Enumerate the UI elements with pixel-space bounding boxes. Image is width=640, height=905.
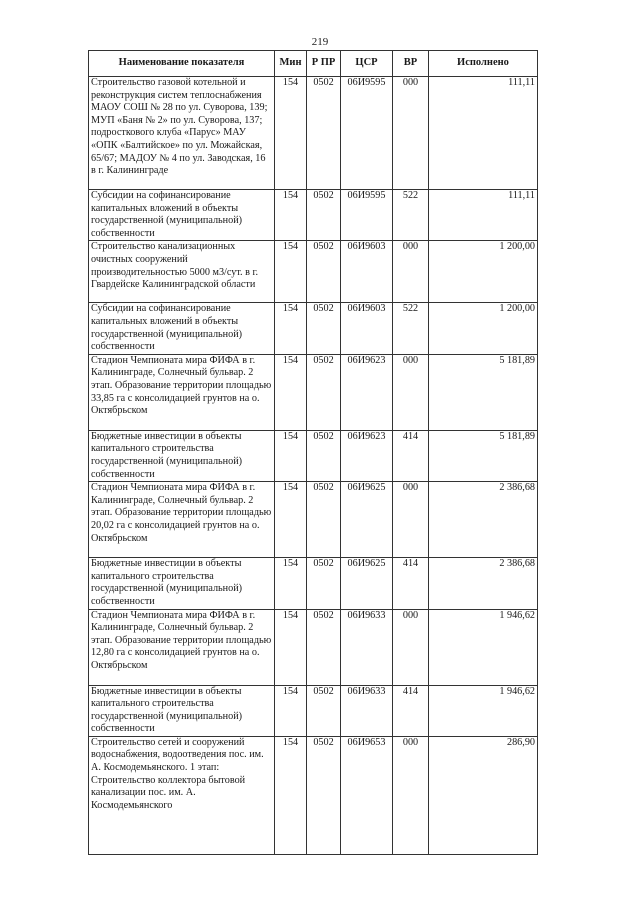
row-name: Субсидии на софинансирование капитальных вложений в объекты государственной (муниципальной) собственности (89, 303, 275, 354)
row-amount: 1 200,00 (429, 303, 538, 354)
table-row (89, 482, 538, 558)
row-rpr: 0502 (307, 190, 341, 241)
header-name: Наименование показателя (89, 51, 275, 77)
row-rpr: 0502 (307, 77, 341, 190)
row-name: Стадион Чемпионата мира ФИФА в г. Калининграде, Солнечный бульвар. 2 этап. Образование территории площадью 33,85 га с консолидацией грунтов на о. Октябрьском (89, 354, 275, 430)
row-amount: 286,90 (429, 736, 538, 854)
row-min: 154 (275, 558, 307, 609)
row-rpr: 0502 (307, 609, 341, 685)
row-name: Стадион Чемпионата мира ФИФА в г. Калининграде, Солнечный бульвар. 2 этап. Образование территории площадью 20,02 га с консолидацией грунтов на о. Октябрьском (89, 482, 275, 558)
row-csr: 06И9625 (341, 558, 393, 609)
row-rpr: 0502 (307, 241, 341, 303)
header-amount: Исполнено (429, 51, 538, 77)
row-amount: 111,11 (429, 190, 538, 241)
row-min: 154 (275, 354, 307, 430)
row-name: Бюджетные инвестиции в объекты капитального строительства государственной (муниципальной) собственности (89, 558, 275, 609)
row-vr: 000 (393, 354, 429, 430)
row-csr: 06И9633 (341, 609, 393, 685)
row-csr: 06И9595 (341, 190, 393, 241)
table-row (89, 736, 538, 854)
row-csr: 06И9623 (341, 430, 393, 481)
header-rpr: Р ПР (307, 51, 341, 77)
table-row (89, 609, 538, 685)
row-min: 154 (275, 241, 307, 303)
table-row (89, 354, 538, 430)
row-min: 154 (275, 685, 307, 736)
row-name: Бюджетные инвестиции в объекты капитального строительства государственной (муниципальной) собственности (89, 430, 275, 481)
row-vr: 000 (393, 609, 429, 685)
row-csr: 06И9603 (341, 303, 393, 354)
row-min: 154 (275, 430, 307, 481)
row-amount: 1 946,62 (429, 609, 538, 685)
row-vr: 522 (393, 303, 429, 354)
table-row (89, 77, 538, 190)
row-name: Строительство сетей и сооружений водоснабжения, водоотведения пос. им. А. Космодемьянского. 1 этап: Строительство коллектора бытовой канализации пос. им. А. Космодемьянского (89, 736, 275, 854)
row-vr: 414 (393, 685, 429, 736)
row-amount: 5 181,89 (429, 354, 538, 430)
row-csr: 06И9625 (341, 482, 393, 558)
row-vr: 000 (393, 482, 429, 558)
row-name: Бюджетные инвестиции в объекты капитального строительства государственной (муниципальной) собственности (89, 685, 275, 736)
row-vr: 000 (393, 77, 429, 190)
row-vr: 000 (393, 241, 429, 303)
row-min: 154 (275, 736, 307, 854)
table-row (89, 190, 538, 241)
row-name: Субсидии на софинансирование капитальных вложений в объекты государственной (муниципальной) собственности (89, 190, 275, 241)
row-name: Строительство канализационных очистных сооружений производительностью 5000 м3/сут. в г. Гвардейске Калининградской области (89, 241, 275, 303)
row-amount: 5 181,89 (429, 430, 538, 481)
table-row (89, 558, 538, 609)
row-rpr: 0502 (307, 736, 341, 854)
row-amount: 1 946,62 (429, 685, 538, 736)
page-number: 219 (311, 36, 329, 48)
table-row (89, 303, 538, 354)
budget-table (88, 50, 538, 855)
table-header-row (89, 51, 538, 77)
row-csr: 06И9603 (341, 241, 393, 303)
header-vr: ВР (393, 51, 429, 77)
row-amount: 111,11 (429, 77, 538, 190)
row-min: 154 (275, 303, 307, 354)
row-min: 154 (275, 482, 307, 558)
table-row (89, 241, 538, 303)
row-amount: 1 200,00 (429, 241, 538, 303)
table-row (89, 685, 538, 736)
row-rpr: 0502 (307, 430, 341, 481)
row-rpr: 0502 (307, 482, 341, 558)
header-csr: ЦСР (341, 51, 393, 77)
row-rpr: 0502 (307, 354, 341, 430)
table-row (89, 430, 538, 481)
row-csr: 06И9633 (341, 685, 393, 736)
row-rpr: 0502 (307, 558, 341, 609)
row-vr: 000 (393, 736, 429, 854)
row-rpr: 0502 (307, 303, 341, 354)
row-vr: 414 (393, 558, 429, 609)
row-min: 154 (275, 77, 307, 190)
row-name: Стадион Чемпионата мира ФИФА в г. Калининграде, Солнечный бульвар. 2 этап. Образование территории площадью 12,80 га с консолидацией грунтов на о. Октябрьском (89, 609, 275, 685)
row-amount: 2 386,68 (429, 558, 538, 609)
row-min: 154 (275, 609, 307, 685)
row-vr: 522 (393, 190, 429, 241)
table-body (89, 77, 538, 855)
row-rpr: 0502 (307, 685, 341, 736)
row-csr: 06И9653 (341, 736, 393, 854)
row-name: Строительство газовой котельной и реконструкция систем теплоснабжения МАОУ СОШ № 28 по ул. Суворова, 139; МУП «Баня № 2» по ул. Суворова, 137; подросткового клуба «Парус» МАУ «ОПК «Балтийское» по ул. Можайская, 65/67; МАДОУ № 4 по ул. Заводская, 16 в г. Калининграде (89, 77, 275, 190)
row-csr: 06И9623 (341, 354, 393, 430)
row-csr: 06И9595 (341, 77, 393, 190)
header-min: Мин (275, 51, 307, 77)
row-amount: 2 386,68 (429, 482, 538, 558)
row-min: 154 (275, 190, 307, 241)
row-vr: 414 (393, 430, 429, 481)
